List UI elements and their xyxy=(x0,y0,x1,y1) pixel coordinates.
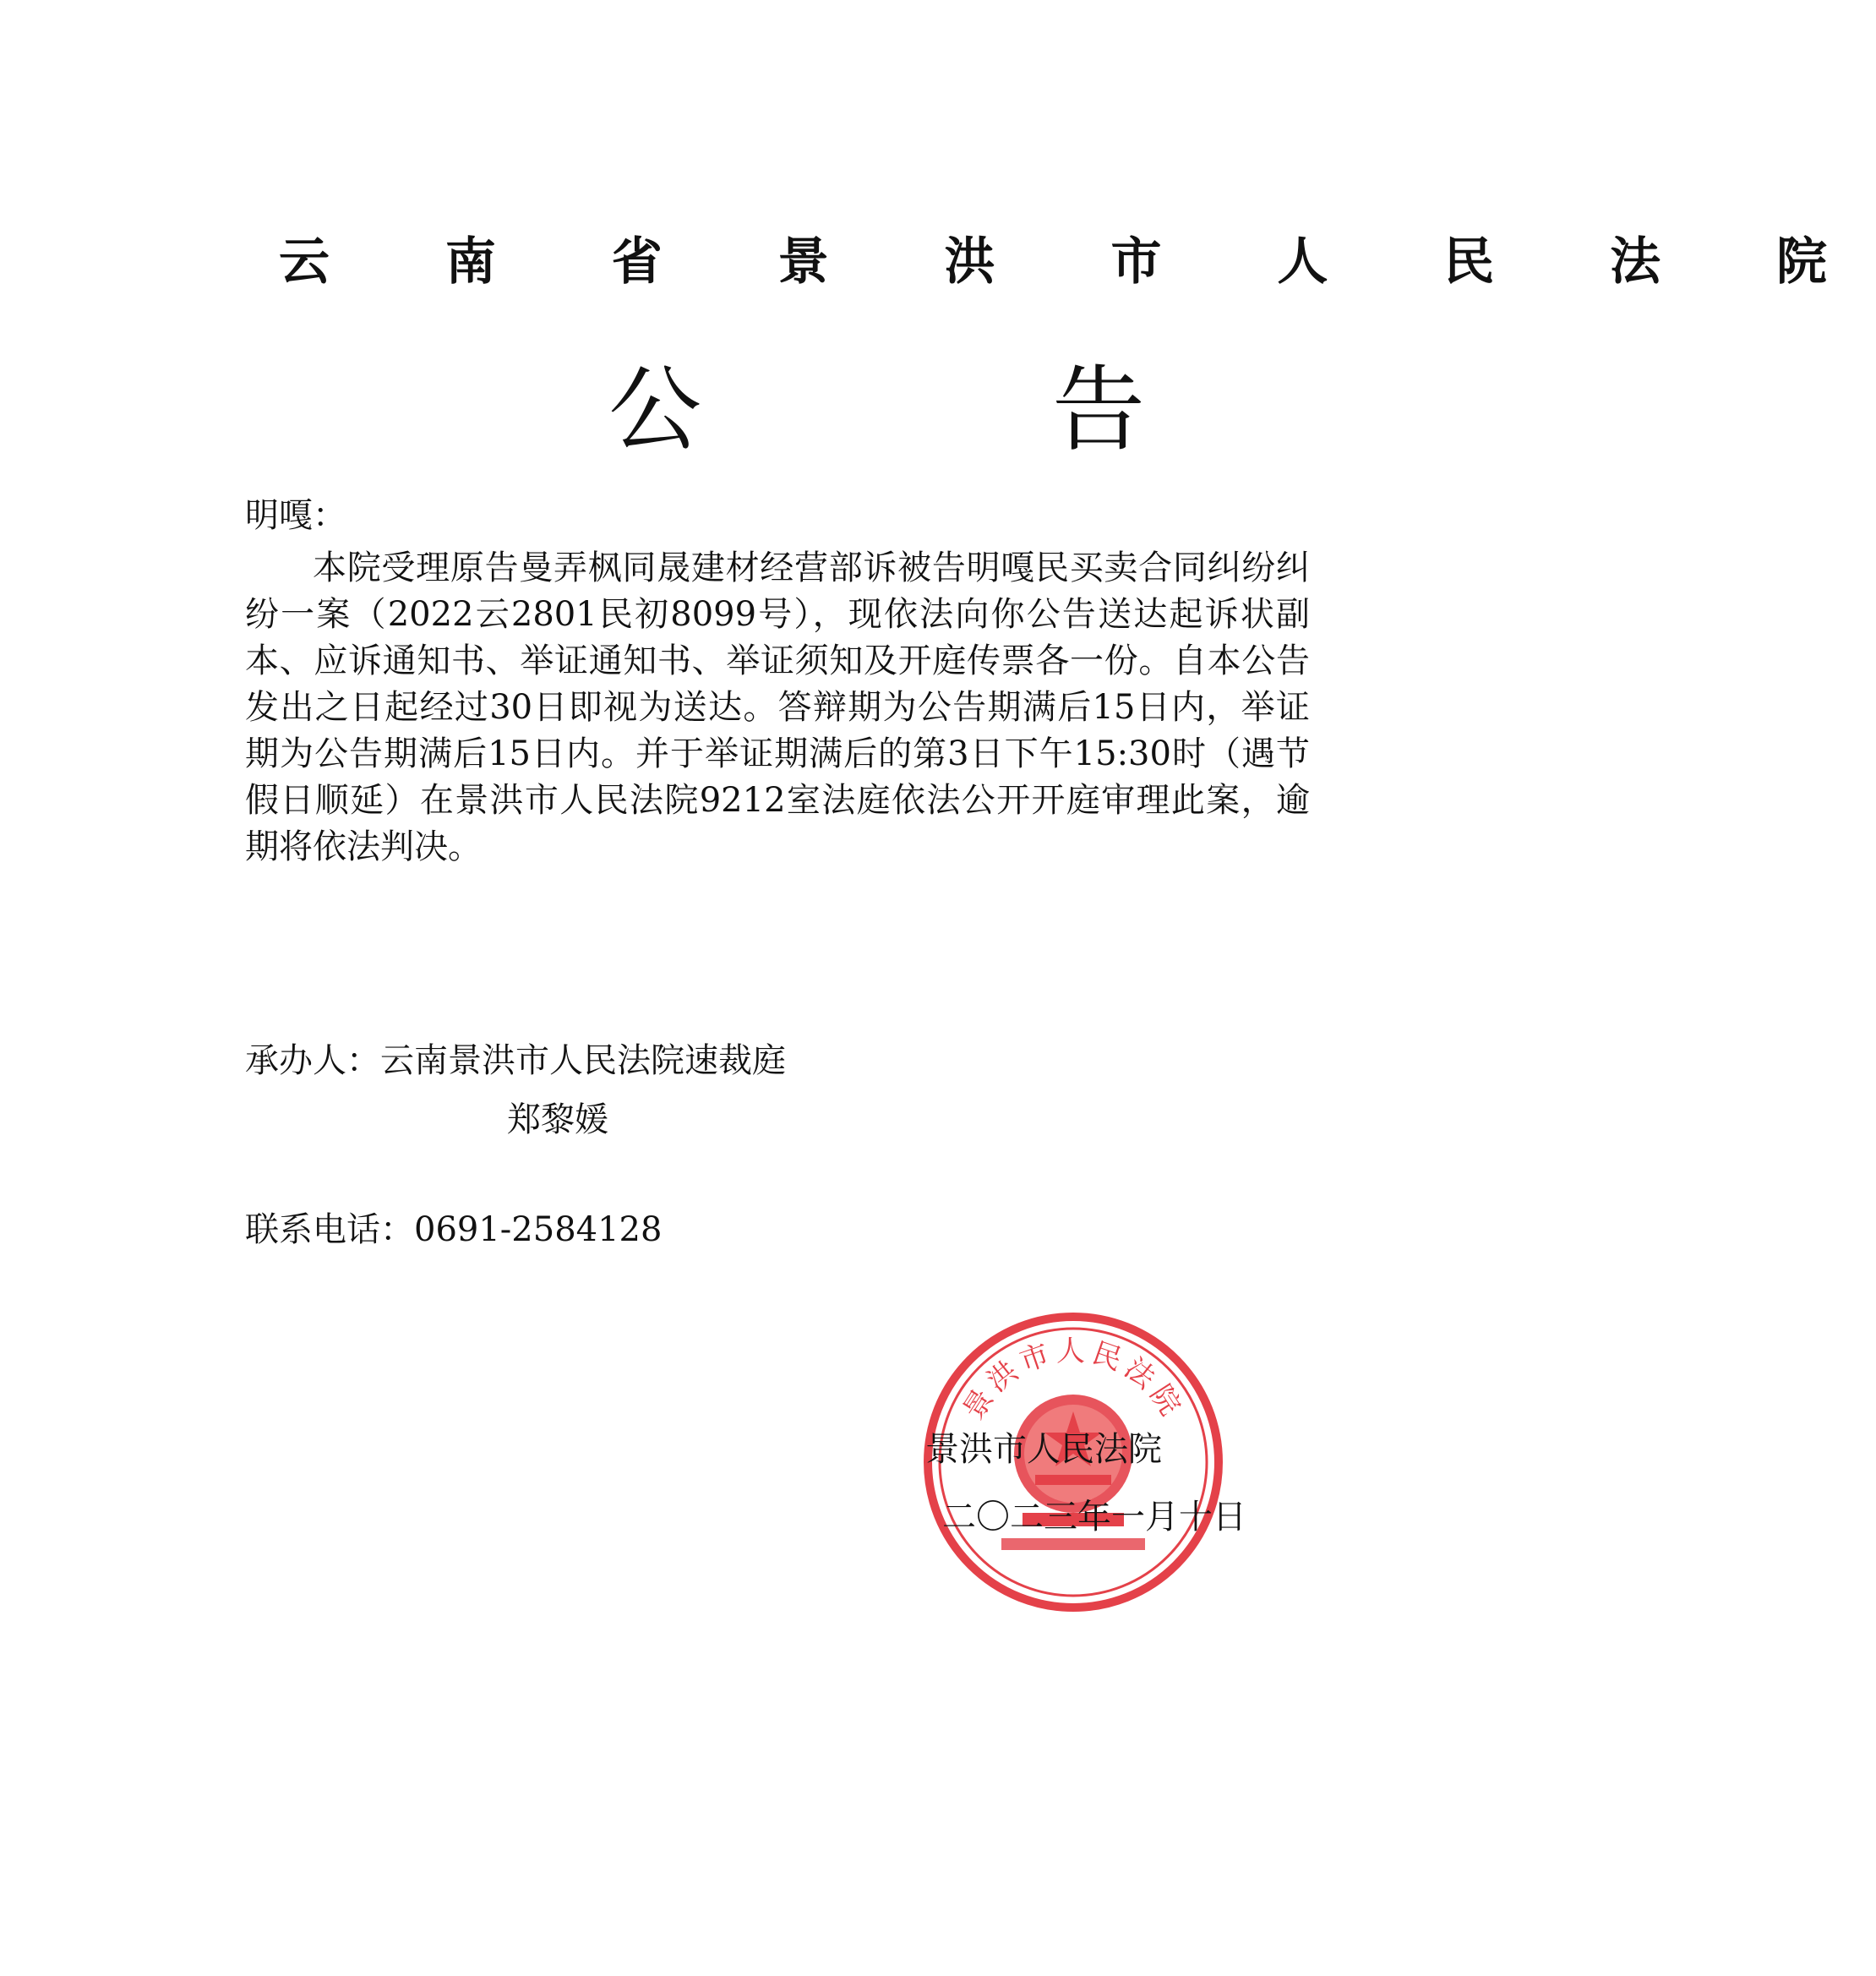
notice-body: 本院受理原告曼弄枫同晟建材经营部诉被告明嘎民买卖合同纠纷纠纷一案（2022云2801民初8099号），现依法向你公告送达起诉状副本、应诉通知书、举证通知书、举证须知及开庭传票各一份。自本公告发出之日起经过30日即视为送达。答辩期为公告期满后15日内，举证期为公告期满后15日内。并于举证期满后的第3日下午15:30时（遇节假日顺延）在景洪市人民法院9212室法庭依法公开开庭审理此案，逾期将依法判决。 xyxy=(245,549,1310,866)
addressee: 明嘎： xyxy=(245,496,346,535)
issuer-name: 景洪市人民法院 xyxy=(925,1430,1162,1469)
notice-title: 公 告 xyxy=(608,356,1306,464)
contact-phone: 联系电话：0691-2584128 xyxy=(245,1210,663,1249)
handler-name: 郑黎媛 xyxy=(507,1100,608,1139)
handler-line: 承办人：云南景洪市人民法院速裁庭 xyxy=(245,1041,786,1080)
issue-date: 二〇二三年一月十日 xyxy=(942,1498,1246,1537)
seal-text: 景洪市人民法院 xyxy=(957,1335,1190,1426)
court-name-heading: 云 南 省 景 洪 市 人 民 法 院 xyxy=(279,232,1876,292)
